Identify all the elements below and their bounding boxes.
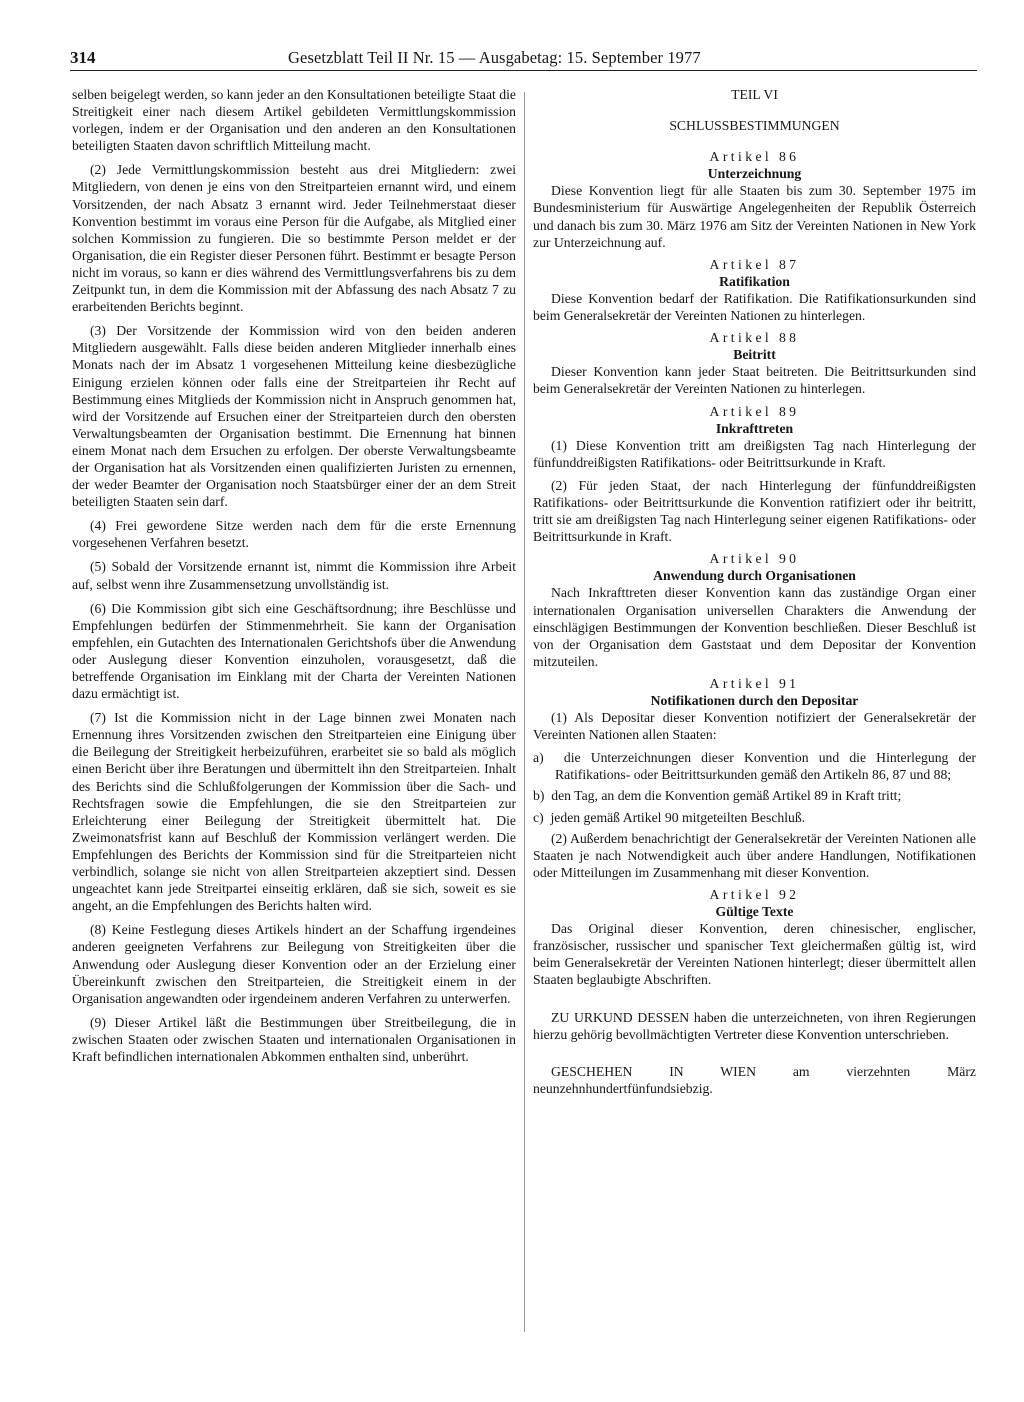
- article-paragraph: (2) Außerdem benachrichtigt der Generalsekretär der Vereinten Nationen alle Staaten je nach Notwendigkeit auch über andere Handlungen, Notifikationen oder Mitteilungen im Zusammenhang mit dieser Konvention.: [533, 830, 976, 880]
- article-title: Beitritt: [733, 347, 776, 363]
- article-title: Anwendung durch Organisationen: [653, 568, 856, 584]
- list-item: b) den Tag, an dem die Konvention gemäß Artikel 89 in Kraft tritt;: [533, 788, 902, 804]
- article-number: Artikel 91: [709, 675, 800, 691]
- paragraph-7: (7) Ist die Kommission nicht in der Lage binnen zwei Monaten nach Ernennung ihres Vorsitzenden zwischen den Streitparteien eine Einigung über die Beilegung der Streitigkeit herbeizuführen, erarbeitet sie so bald als möglich einen Bericht über ihre Beratungen und übermittelt ihn den Streitparteien. Inhalt des Berichts sind die Schlußfolgerungen der Kommission über die Sach- und Rechtsfragen sowie die Empfehlungen, die sie den Streitparteien zur Erleichterung einer Beilegung der Streitigkeit übermittelt hat. Die Zweimonatsfrist kann auf Beschluß der Kommission verlängert werden. Die Empfehlungen des Berichts der Kommission sind für die Streitparteien nicht verbindlich, solange sie nicht von allen Streitparteien akzeptiert sind. Dessen ungeachtet kann jede Streitpartei einseitig erklären, daß sie sich, soweit es sie angeht, an die Empfehlungen des Berichts halten wird.: [72, 710, 516, 914]
- article-title: Notifikationen durch den Depositar: [650, 693, 859, 708]
- done-at-clause: GESCHEHEN IN WIEN am vierzehnten März neunzehnhundertfünfundsiebzig.: [533, 1063, 976, 1096]
- article-number: Artikel 92: [709, 886, 800, 902]
- paragraph-5: (5) Sobald der Vorsitzende ernannt ist, nimmt die Kommission ihre Arbeit auf, selbst wenn ihre Zusammensetzung unvollständig ist.: [72, 559, 516, 592]
- paragraph-2: (2) Jede Vermittlungskommission besteht aus drei Mitgliedern: zwei Mitgliedern, von denen je eins von den Streitparteien ernannt wird, und einem Vorsitzenden, der nach Absatz 3 ernannt wird. Jeder Teilnehmerstaat dieser Konvention bestimmt im voraus eine Person für die Aufgabe, als Mitglied einer solchen Kommission zu fungieren. Die so bestimmte Person meldet er der Organisation, die ein Register dieser Personen führt. Bestimmt er besagte Person nicht im voraus, so kann er dies während des Vermittlungsverfahrens bis zu dem Zeitpunkt tun, in dem die Kommission mit der Abfassung des nach Absatz 7 zu erarbeitenden Berichts beginnt.: [72, 162, 516, 315]
- article-89: [533, 403, 976, 546]
- article-paragraph: (1) Als Depositar dieser Konvention notifiziert der Generalsekretär der Vereinten Nationen allen Staaten:: [533, 710, 976, 743]
- article-title: Gültige Texte: [715, 904, 794, 920]
- article-paragraph: (1) Diese Konvention tritt am dreißigsten Tag nach Hinterlegung der fünfunddreißigsten Ratifikations- oder Beitrittsurkunde in Kraft.: [533, 437, 976, 470]
- article-title: Unterzeichnung: [707, 166, 802, 182]
- page-header: [70, 44, 977, 71]
- paragraph-6: (6) Die Kommission gibt sich eine Geschäftsordnung; ihre Beschlüsse und Empfehlungen bedürfen der Stimmenmehrheit. Sie kann der Organisation empfehlen, ein Gutachten des Internationalen Gerichtshofs über die Anwendung oder Auslegung dieser Konvention einzuholen, vorausgesetzt, daß die betreffende Organisation im Einklang mit der Charta der Vereinten Nationen dazu ermächtigt ist.: [72, 600, 516, 702]
- paragraph-9: (9) Dieser Artikel läßt die Bestimmungen über Streitbeilegung, die in zwischen Staaten oder zwischen Staaten und internationalen Organisationen in Kraft befindlichen internationalen Abkommen enthalten sind, unberührt.: [72, 1014, 516, 1064]
- paragraph-8: (8) Keine Festlegung dieses Artikels hindert an der Schaffung irgendeines anderen geeigneten Verfahrens zur Beilegung von Streitigkeiten über die Anwendung oder Auslegung dieser Konvention oder an der Erzielung einer Übereinkunft zwischen den Streitparteien, die Streitigkeit einem in der Organisation angewandten oder irgendeinem anderen Verfahren zu unterwerfen.: [72, 922, 516, 1006]
- article-number: Artikel 86: [709, 149, 800, 165]
- article-paragraph: Nach Inkrafttreten dieser Konvention kann das zuständige Organ einer internationalen Organisation universellen Charakters die Anwendung der einschlägigen Bestimmungen der Konvention beschließen. Dieser Beschluß ist von der Organisation dem Gaststaat und dem Depositar der Konvention mitzuteilen.: [533, 585, 976, 669]
- right-column: [533, 86, 976, 1097]
- article-paragraph: Diese Konvention bedarf der Ratifikation. Die Ratifikationsurkunden sind beim Generalsekretär der Vereinten Nationen zu hinterlegen.: [533, 290, 976, 324]
- article-92: [533, 886, 976, 989]
- list-item: a) die Unterzeichnungen dieser Konvention und die Hinterlegung der Ratifikations- oder Beitrittsurkunden gemäß den Artikeln 86, 87 und 88;: [533, 750, 976, 783]
- article-title: Inkrafttreten: [715, 420, 794, 436]
- article-title: Ratifikation: [719, 273, 790, 289]
- paragraph-3: (3) Der Vorsitzende der Kommission wird von den beiden anderen Mitgliedern ausgewählt. Falls diese beiden anderen Mitglieder innerhalb eines Monats nach der im Absatz 1 vorgesehenen Mitteilung keine diesbezügliche Einigung erzielen können oder falls eine der Streitparteien ihr Recht auf Bestimmung eines Mitglieds der Kommission nicht in Anspruch genommen hat, wird der Vorsitzende auf Ersuchen einer der Streitparteien durch den obersten Verwaltungsbeamten der Organisation bestimmt. Die Ernennung hat binnen einem Monat nach dem Ersuchen zu erfolgen. Der oberste Verwaltungsbeamte der Organisation hat als Vorsitzenden einen qualifizierten Juristen zu ernennen, der weder Beamter der Organisation noch Staatsbürger einer der an dem Streit beteiligten Staaten sein darf.: [72, 323, 516, 510]
- list-item: c) jeden gemäß Artikel 90 mitgeteilten Beschluß.: [533, 809, 806, 825]
- left-column: [72, 86, 516, 1072]
- column-divider: [524, 92, 525, 1332]
- article-paragraph: (2) Für jeden Staat, der nach Hinterlegung der fünfunddreißigsten Ratifikations- oder Beitrittsurkunde die Konvention ratifiziert oder ihr beitritt, tritt sie am dreißigsten Tag nach Hinterlegung seiner eigenen Ratifikations- oder Beitrittsurkunde in Kraft.: [533, 477, 976, 545]
- page-number: 314: [70, 48, 96, 67]
- paragraph-4: (4) Frei gewordene Sitze werden nach dem für die erste Ernennung vorgesehenen Verfahren besetzt.: [72, 518, 516, 551]
- article-paragraph: Diese Konvention liegt für alle Staaten bis zum 30. September 1975 im Bundesministerium für Auswärtige Angelegenheiten der Republik Österreich und danach bis zum 30. März 1976 am Sitz der Vereinten Nationen in New York zur Unterzeichnung auf.: [533, 183, 976, 250]
- article-87: [533, 256, 976, 324]
- witness-clause: ZU URKUND DESSEN haben die unterzeichneten, von ihren Regierungen hierzu gehörig bevollmächtigten Vertreter diese Konvention unterschrieben.: [533, 1009, 976, 1042]
- article-paragraph: Das Original dieser Konvention, deren chinesischer, englischer, französischer, russischer und spanischer Text gleichermaßen gültig ist, wird beim Generalsekretär der Vereinten Nationen hinterlegt; dieser übermittelt allen Staaten beglaubigte Abschriften.: [533, 921, 976, 988]
- article-paragraph: Dieser Konvention kann jeder Staat beitreten. Die Beitrittsurkunden sind beim Generalsekretär der Vereinten Nationen zu hinterlegen.: [533, 364, 976, 397]
- part-title: SCHLUSSBESTIMMUNGEN: [669, 118, 840, 134]
- article-88: [533, 329, 976, 397]
- article-90: [533, 550, 976, 670]
- article-number: Artikel 89: [709, 403, 800, 419]
- article-91: [533, 675, 976, 881]
- part-label: TEIL VI: [731, 87, 778, 102]
- gazette-title: Gesetzblatt Teil II Nr. 15 — Ausgabetag: 15. September 1977: [288, 48, 701, 67]
- article-number: Artikel 90: [709, 551, 800, 567]
- paragraph-continuation: selben beigelegt werden, so kann jeder an den Konsultationen beteiligte Staat die Streitigkeit einer nach diesem Artikel gebildeten Vermittlungskommission vorlegen, indem er der Organisation und den anderen an den Konsultationen beteiligten Staaten davon schriftlich Mitteilung macht.: [72, 87, 516, 154]
- article-number: Artikel 87: [709, 256, 800, 272]
- article-86: [533, 148, 976, 251]
- article-number: Artikel 88: [709, 330, 800, 346]
